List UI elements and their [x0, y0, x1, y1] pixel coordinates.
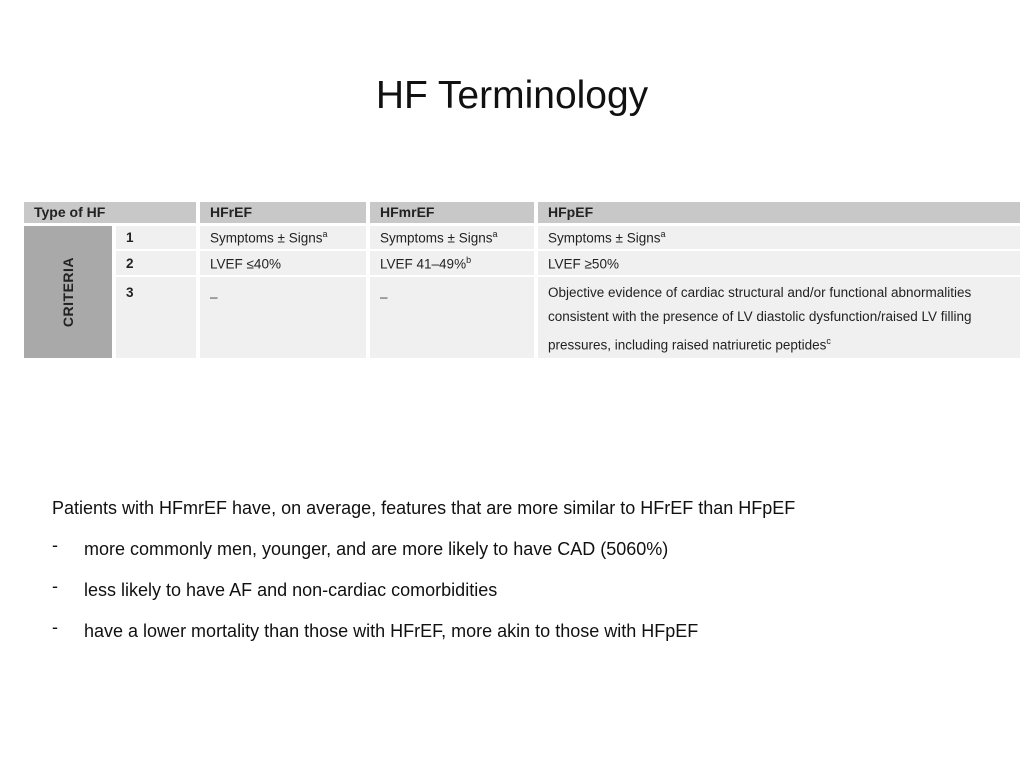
cell-text: Symptoms ± Signs [548, 230, 661, 246]
cell-hfmref [368, 224, 536, 250]
list-item [52, 576, 992, 604]
header-hfref: HFrEF [198, 202, 368, 224]
dash-bullet: - [52, 535, 58, 555]
hf-criteria-table [24, 202, 1020, 360]
cell-hfpef [536, 224, 1020, 250]
header-hfpef: HFpEF [536, 202, 1020, 224]
bullet-text: have a lower mortality than those with HFrEF, more akin to those with HFpEF [84, 621, 699, 641]
header-type-of-hf: Type of HF [24, 202, 198, 224]
cell-text: Objective evidence of cardiac structural and/or functional abnormalities consistent with the presence of LV diastolic dysfunction/raised LV filling pressures, including raised natriuretic peptides [548, 285, 972, 353]
cell-text: Symptoms ± Signs [210, 230, 323, 246]
footnote-marker: a [492, 229, 498, 239]
footnote-marker: c [826, 336, 831, 346]
dash-bullet: - [52, 617, 58, 637]
cell-hfpef [536, 250, 1020, 276]
cell-hfref [198, 224, 368, 250]
cell-hfref [198, 250, 368, 276]
intro-text: Patients with HFmrEF have, on average, features that are more similar to HFrEF than HFpEF [52, 498, 796, 518]
cell-text: LVEF ≥50% [548, 256, 619, 272]
footnote-marker: a [322, 229, 328, 239]
cell-text: LVEF 41–49% [380, 256, 467, 272]
cell-text: – [210, 289, 218, 305]
notes-section [52, 494, 992, 645]
criteria-cell [24, 224, 114, 359]
cell-hfref [198, 276, 368, 359]
criterion-number: 2 [114, 250, 198, 276]
footnote-marker: a [660, 229, 666, 239]
list-item [52, 617, 992, 645]
cell-text: Symptoms ± Signs [380, 230, 493, 246]
footnote-marker: b [466, 254, 472, 265]
header-hfmref: HFmrEF [368, 202, 536, 224]
criteria-label: CRITERIA [60, 256, 76, 327]
cell-text: – [380, 289, 388, 305]
bullet-text: more commonly men, younger, and are more likely to have CAD (5060%) [84, 539, 669, 559]
cell-hfpef [536, 276, 1020, 359]
slide-title: HF Terminology [375, 74, 649, 117]
list-item [52, 535, 992, 563]
criterion-number: 1 [114, 224, 198, 250]
table-row [24, 250, 1020, 276]
table-header-row [24, 202, 1020, 224]
table-row [24, 276, 1020, 359]
cell-hfmref [368, 276, 536, 359]
criterion-number: 3 [114, 276, 198, 359]
cell-hfmref [368, 250, 536, 276]
bullet-text: less likely to have AF and non-cardiac comorbidities [84, 580, 498, 600]
table-row [24, 224, 1020, 250]
dash-bullet: - [52, 576, 58, 596]
cell-text: LVEF ≤40% [210, 256, 281, 272]
